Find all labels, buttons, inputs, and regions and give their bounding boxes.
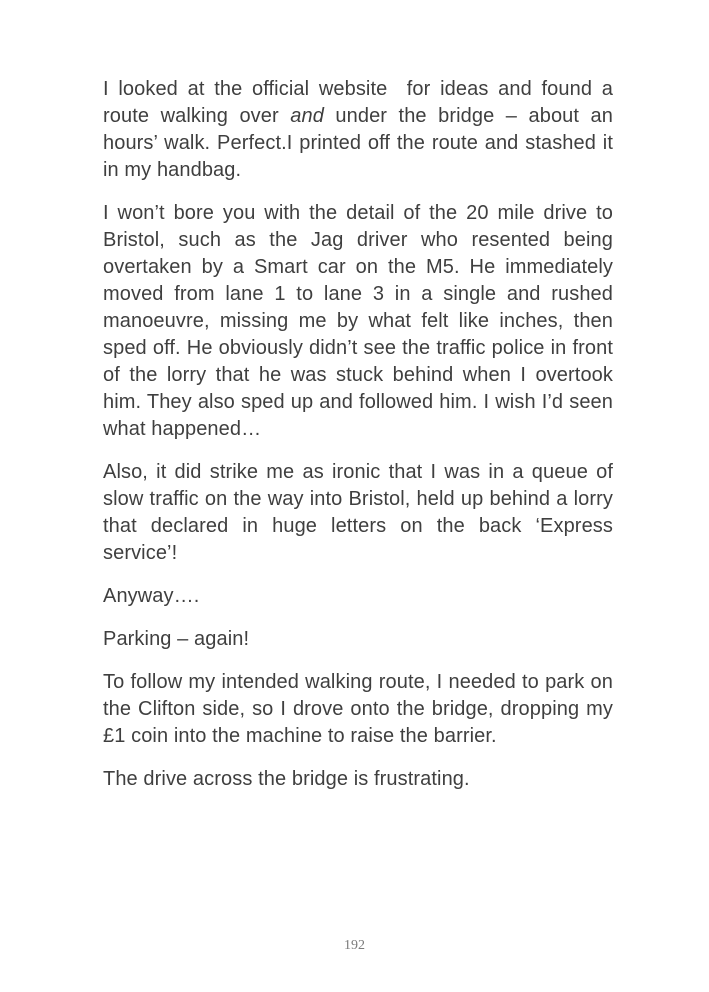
text-line: overtaken by a Smart car on the M5. He immediately [103,256,613,278]
paragraph-express-service [103,459,613,567]
text-line: moved from lane 1 to lane 3 in a single and rushed [103,283,613,305]
text-line [103,103,613,130]
text-line: what happened… [103,418,262,440]
text-line: of the lorry that he was stuck behind when I overtook [103,364,613,386]
text-line: £1 coin into the machine to raise the barrier. [103,725,497,747]
text-line: the Clifton side, so I drove onto the bridge, dropping my [103,698,613,720]
text-line: service’! [103,542,178,564]
text-line: Parking – again! [103,628,250,650]
page-number: 192 [344,938,365,953]
paragraph-website-route [103,76,613,184]
text-block [103,76,613,809]
text-line: sped off. He obviously didn’t see the traffic police in front [103,337,613,359]
text-line: in my handbag. [103,159,242,181]
text-segment-italic: and [290,105,324,127]
paragraph-m5-drive [103,200,613,443]
paragraph-clifton-parking [103,669,613,750]
paragraph-anyway [103,583,613,610]
text-line: him. They also sped up and followed him. I wish I’d seen [103,391,613,413]
text-line: I won’t bore you with the detail of the 20 mile drive to [103,202,613,224]
text-line: that declared in huge letters on the back ‘Express [103,515,613,537]
paragraph-parking-again [103,626,613,653]
text-segment: route walking over [103,105,279,127]
text-line: To follow my intended walking route, I needed to park on [103,671,613,693]
text-line: I looked at the official website for ideas and found a [103,78,613,100]
paragraph-bridge-drive [103,766,613,793]
text-line: hours’ walk. Perfect.I printed off the route and stashed it [103,132,613,154]
text-line: The drive across the bridge is frustrating. [103,768,470,790]
text-segment: under the bridge – about an [335,105,613,127]
text-line: Bristol, such as the Jag driver who resented being [103,229,613,251]
text-line: manoeuvre, missing me by what felt like inches, then [103,310,613,332]
text-line: slow traffic on the way into Bristol, held up behind a lorry [103,488,613,510]
text-line: Also, it did strike me as ironic that I was in a queue of [103,461,613,483]
text-line: Anyway…. [103,585,200,607]
